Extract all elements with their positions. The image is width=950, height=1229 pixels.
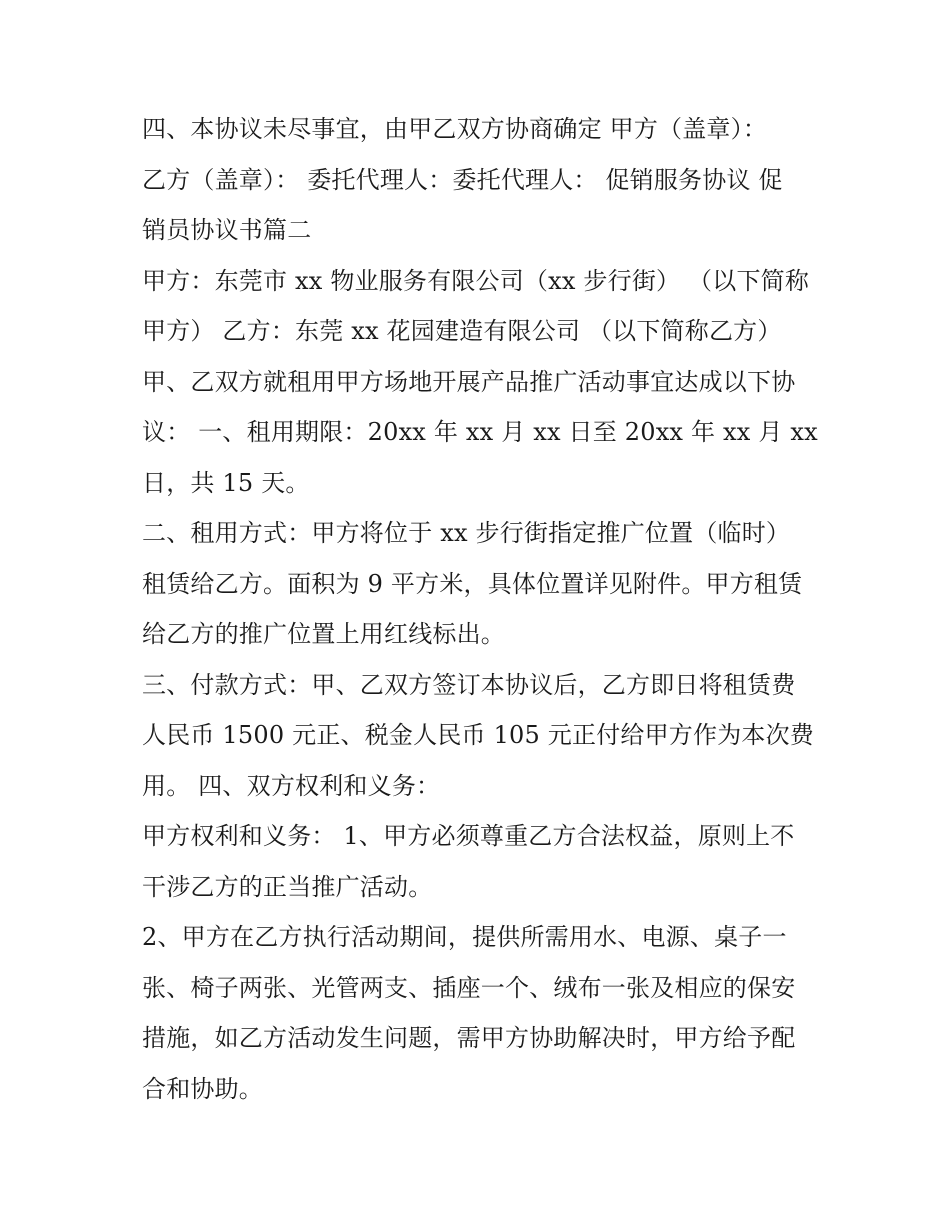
- text-line: 议： 一、租用期限：20xx 年 xx 月 xx 日至 20xx 年 xx 月 xx: [142, 418, 818, 446]
- text-line: 甲方：东莞市 xx 物业服务有限公司（xx 步行街） （以下简称: [142, 266, 810, 295]
- text-line: 张、椅子两张、光管两支、插座一个、绒布一张及相应的保安: [142, 973, 796, 1002]
- text-line: 甲、乙双方就租用甲方场地开展产品推广活动事宜达成以下协: [142, 367, 796, 396]
- text-line: 三、付款方式：甲、乙双方签订本协议后，乙方即日将租赁费: [142, 670, 796, 699]
- text-line: 给乙方的推广位置上用红线标出。: [142, 620, 505, 648]
- text-line: 人民币 1500 元正、税金人民币 105 元正付给甲方作为本次费: [142, 721, 815, 749]
- text-line: 干涉乙方的正当推广活动。: [142, 872, 433, 901]
- text-line: 合和协助。: [142, 1074, 263, 1103]
- text-line: 租赁给乙方。面积为 9 平方米，具体位置详见附件。甲方租赁: [142, 569, 803, 598]
- text-line: 销员协议书篇二: [142, 216, 312, 244]
- text-line: 四、本协议未尽事宜，由甲乙双方协商确定 甲方（盖章）：: [142, 115, 768, 143]
- text-line: 乙方（盖章）： 委托代理人：委托代理人： 促销服务协议 促: [142, 165, 783, 194]
- text-line: 甲方） 乙方：东莞 xx 花园建造有限公司 （以下简称乙方）: [142, 317, 782, 345]
- text-line: 措施，如乙方活动发生问题，需甲方协助解决时，甲方给予配: [142, 1024, 796, 1052]
- text-line: 甲方权利和义务： 1、甲方必须尊重乙方合法权益，原则上不: [142, 822, 795, 850]
- text-line: 2、甲方在乙方执行活动期间，提供所需用水、电源、桌子一: [142, 923, 787, 951]
- text-line: 用。 四、双方权利和义务：: [142, 771, 441, 800]
- document-body: [142, 104, 822, 1114]
- text-line: 二、租用方式：甲方将位于 xx 步行街指定推广位置（临时）: [142, 519, 791, 547]
- text-line: 日，共 15 天。: [142, 468, 310, 497]
